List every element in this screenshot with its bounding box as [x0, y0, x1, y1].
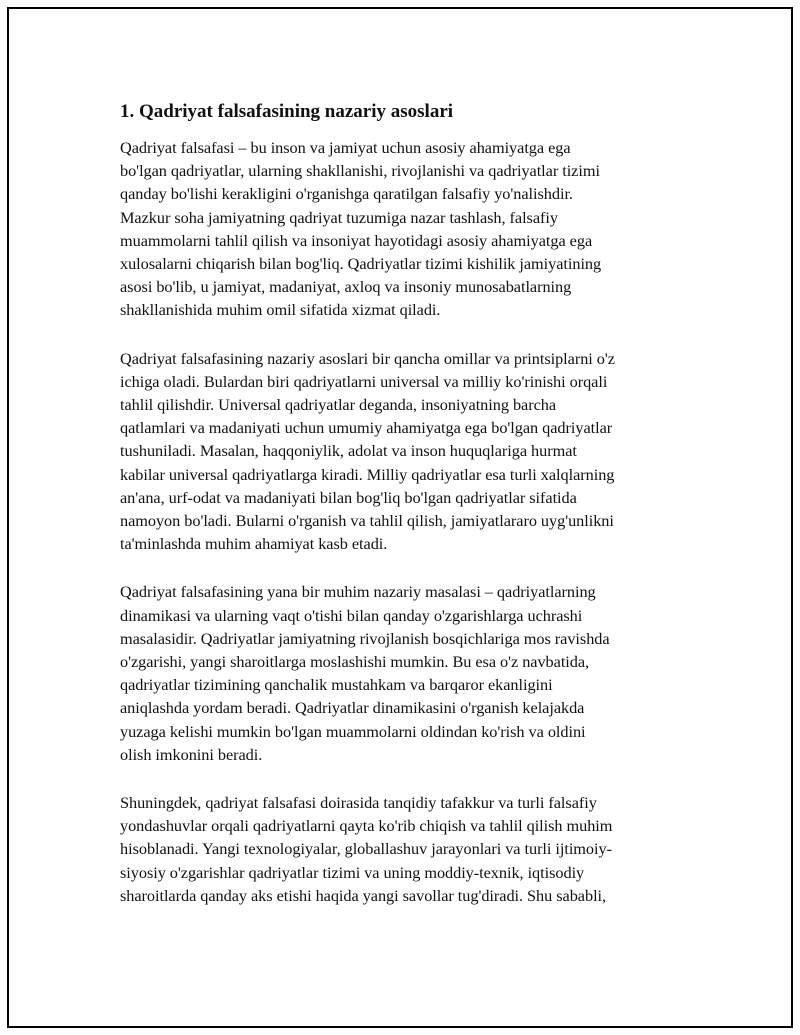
text-line: xulosalarni chiqarish bilan bog'liq. Qadriyatlar tizimi kishilik jamiyatining: [120, 254, 602, 274]
text-line: Shuningdek, qadriyat falsafasi doirasida tanqidiy tafakkur va turli falsafiy: [120, 793, 597, 813]
text-line: namoyon bo'ladi. Bularni o'rganish va tahlil qilish, jamiyatlararo uyg'unlikni: [120, 511, 614, 531]
page-frame: [7, 7, 793, 1028]
text-line: yondashuvlar orqali qadriyatlarni qayta ko'rib chiqish va tahlil qilish muhim: [120, 816, 613, 836]
section-heading: 1. Qadriyat falsafasining nazariy asoslari: [120, 101, 454, 122]
text-line: tahlil qilishdir. Universal qadriyatlar deganda, insoniyatning barcha: [120, 395, 557, 415]
text-line: ichiga oladi. Bulardan biri qadriyatlarni universal va milliy ko'rinishi orqali: [120, 371, 608, 391]
text-line: dinamikasi va ularning vaqt o'tishi bilan qanday o'zgarishlarga uchrashi: [120, 605, 583, 625]
text-line: siyosiy o'zgarishlar qadriyatlar tizimi va uning moddiy-texnik, iqtisodiy: [120, 862, 585, 882]
text-line: Mazkur soha jamiyatning qadriyat tuzumiga nazar tashlash, falsafiy: [120, 207, 558, 227]
text-line: tushuniladi. Masalan, haqqoniylik, adolat va inson huquqlariga hurmat: [120, 441, 577, 461]
text-line: shakllanishida muhim omil sifatida xizmat qiladi.: [120, 300, 441, 320]
paragraph: [120, 580, 690, 766]
text-line: Qadriyat falsafasining yana bir muhim nazariy masalasi – qadriyatlarning: [120, 582, 596, 602]
text-line: Qadriyat falsafasi – bu inson va jamiyat uchun asosiy ahamiyatga ega: [120, 138, 571, 157]
text-line: o'zgarishi, yangi sharoitlarga moslashishi mumkin. Bu esa o'z navbatida,: [120, 652, 590, 672]
text-line: asosi bo'lib, u jamiyat, madaniyat, axloq va insoniy munosabatlarning: [120, 277, 572, 297]
document-body: [120, 97, 690, 932]
text-line: hisoblanadi. Yangi texnologiyalar, globallashuv jarayonlari va turli ijtimoiy-: [120, 839, 612, 859]
paragraph: [120, 791, 690, 907]
text-line: muammolarni tahlil qilish va insoniyat hayotidagi asosiy ahamiyatga ega: [120, 230, 593, 250]
text-line: sharoitlarda qanday aks etishi haqida yangi savollar tug'diradi. Shu sababli,: [120, 885, 607, 905]
text-line: olish imkonini beradi.: [120, 744, 263, 764]
paragraph: [120, 136, 690, 322]
text-line: qatlamlari va madaniyati uchun umumiy ahamiyatga ega bo'lgan qadriyatlar: [120, 418, 613, 438]
text-line: qanday bo'lishi kerakligini o'rganishga qaratilgan falsafiy yo'nalishdir.: [120, 184, 573, 204]
text-line: kabilar universal qadriyatlarga kiradi. Milliy qadriyatlar esa turli xalqlarning: [120, 464, 615, 484]
text-line: aniqlashda yordam beradi. Qadriyatlar dinamikasini o'rganish kelajakda: [120, 698, 585, 718]
text-line: ta'minlashda muhim ahamiyat kasb etadi.: [120, 534, 388, 554]
text-line: an'ana, urf-odat va madaniyati bilan bog'liq bo'lgan qadriyatlar sifatida: [120, 487, 577, 507]
text-line: Qadriyat falsafasining nazariy asoslari bir qancha omillar va printsiplarni o'z: [120, 348, 615, 368]
text-line: masalasidir. Qadriyatlar jamiyatning rivojlanish bosqichlariga mos ravishda: [120, 628, 610, 648]
text-line: qadriyatlar tizimining qanchalik mustahkam va barqaror ekanligini: [120, 675, 553, 695]
text-line: bo'lgan qadriyatlar, ularning shakllanishi, rivojlanishi va qadriyatlar tizimi: [120, 161, 600, 181]
text-line: yuzaga kelishi mumkin bo'lgan muammolarni oldindan ko'rish va oldini: [120, 721, 586, 741]
paragraph: [120, 347, 690, 556]
paragraph-container: [120, 136, 690, 907]
